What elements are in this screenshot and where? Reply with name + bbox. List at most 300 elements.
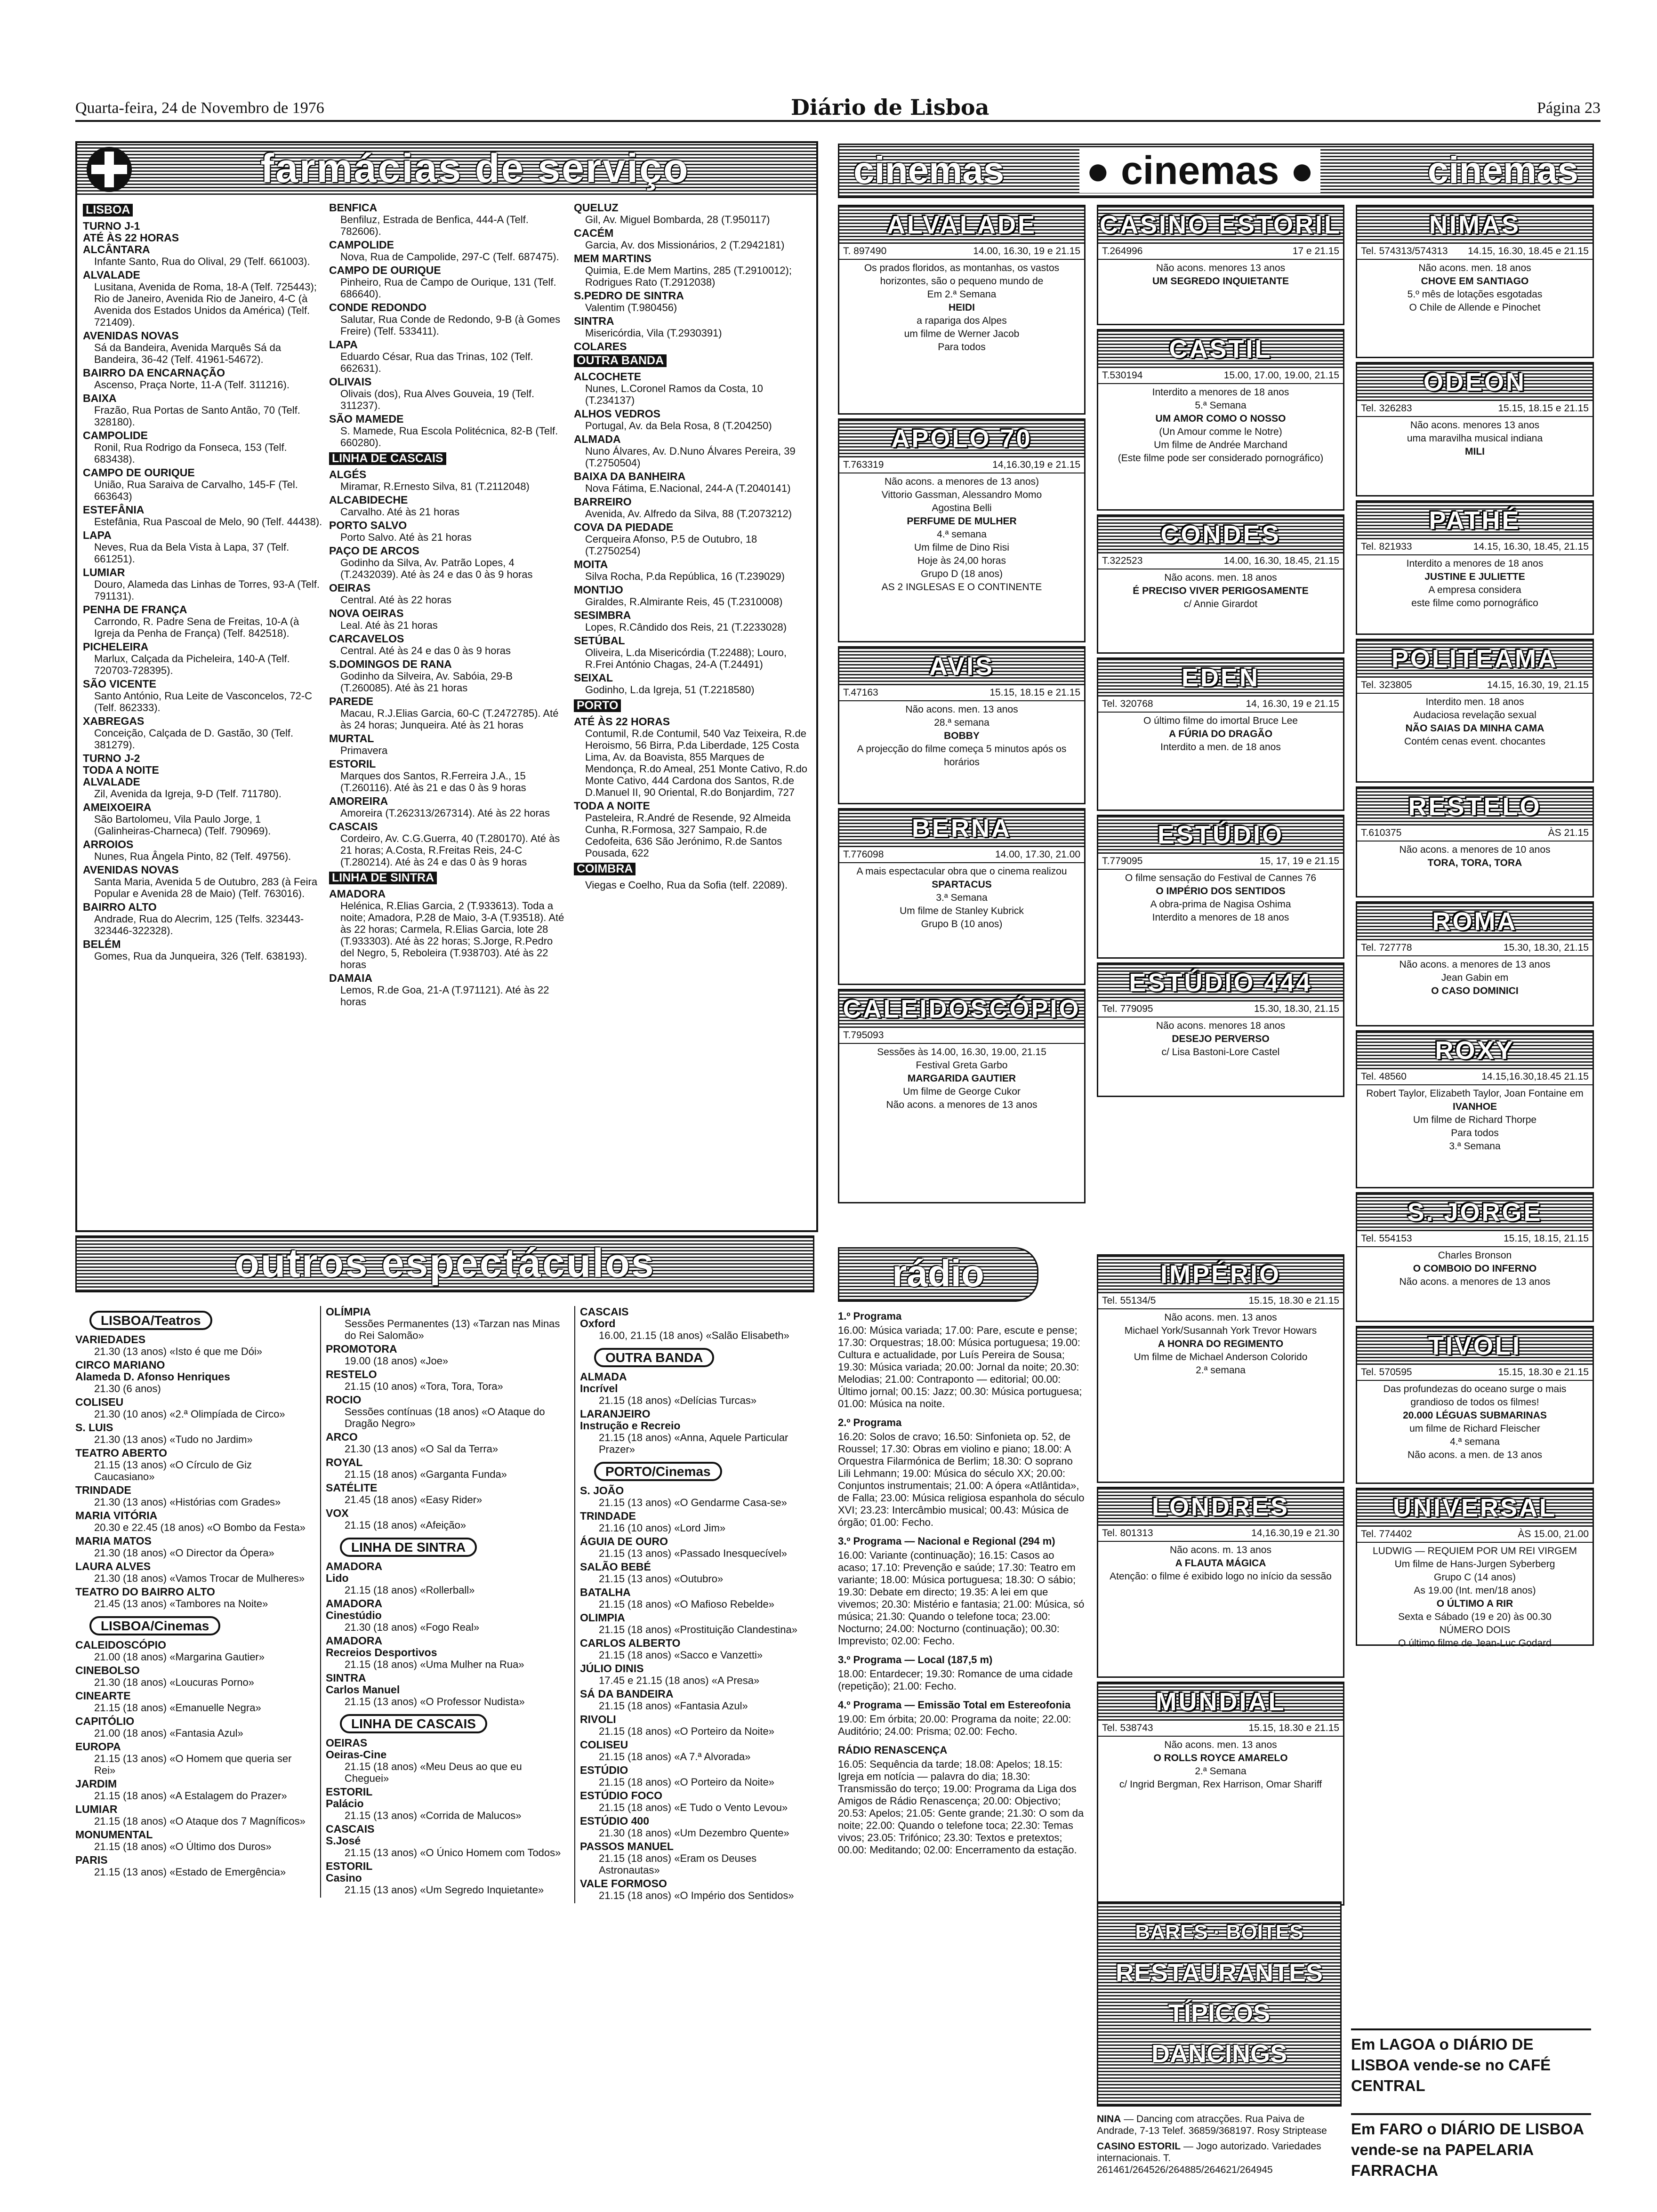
farmacias-title: farmácias de serviço <box>260 146 690 191</box>
bares-line-3: TÍPICOS <box>1168 1999 1271 2028</box>
category-heading: LISBOA/Teatros <box>89 1311 212 1330</box>
cinema-phone: T.779095 <box>1102 856 1143 866</box>
cinema-phone-row <box>1357 825 1593 842</box>
location-heading: MOITA <box>574 558 608 570</box>
show-listing: 21.15 (18 anos) «Eram os Deuses Astronautas» <box>599 1852 757 1876</box>
location-heading: ALCÂNTARA <box>83 243 150 256</box>
venue-name: COLISEU <box>580 1739 628 1751</box>
cinema-note: Não acons. m. 13 anos <box>1170 1545 1271 1555</box>
cinema-note: 4.ª semana <box>1450 1436 1500 1447</box>
show-listing: 21.15 (18 anos) «Meu Deus ao que eu Cheguei» <box>345 1761 522 1784</box>
cinema-phone-row <box>1098 697 1343 713</box>
film-title: O ROLLS ROYCE AMARELO <box>1153 1753 1288 1763</box>
cinema-name: ESTÚDIO <box>1098 816 1343 854</box>
location-heading: ATÉ ÀS 22 HORAS <box>574 715 670 728</box>
location-heading: DAMAIA <box>329 972 372 984</box>
newspaper-title: Diário de Lisboa <box>791 95 989 120</box>
venue-name: ROCIO <box>326 1394 362 1406</box>
cinema-name: CALEIDOSCÓPIO <box>839 990 1084 1028</box>
cinema-note: O último filme do imortal Bruce Lee <box>1143 715 1298 726</box>
venue-name: VALE FORMOSO <box>580 1877 667 1890</box>
list-item: Benfiluz, Estrada de Benfica, 444-A (Telf. 782606). <box>340 214 529 237</box>
location-heading: ALVALADE <box>83 269 140 281</box>
radio-title: rádio <box>892 1252 984 1294</box>
list-item: Avenida, Av. Alfredo da Silva, 88 (T.2073212) <box>585 508 792 520</box>
radio-program-schedule: 16.20: Solos de cravo; 16.50: Sinfonieta op. 52, de Roussel; 17.30: Obras em violino e piano; 18.00: A Orquestra Filarmónica de Berlim; 18.30: O soprano Lili Lehmann; 19.00: Música do século XX; 20.00: Conjuntos instrumentais; 21.00: A ópera «Atlântida», de Falla; 23.00: Música religiosa espanhola do século XVI; 23.23: Intercâmbio musical; 00.43: Música de órgão; 01.00: Fecho. <box>838 1431 1085 1528</box>
notice-lagoa: Em LAGOA o DIÁRIO DE LISBOA vende-se no CAFÉ CENTRAL <box>1351 2028 1591 2096</box>
venue-name: Alameda D. Afonso Henriques <box>75 1370 230 1383</box>
cinema-note: LUDWIG — REQUIEM POR UM REI VIRGEM <box>1372 1546 1577 1556</box>
cinema-details <box>1098 870 1343 926</box>
venue-name: Casino <box>326 1872 362 1884</box>
venue-name: BATALHA <box>580 1586 631 1598</box>
farmacias-column-3 <box>574 202 809 893</box>
location-heading: PICHELEIRA <box>83 641 149 653</box>
cinema-details <box>1098 1737 1343 1793</box>
show-listing: 21.30 (18 anos) «Um Dezembro Quente» <box>599 1827 789 1839</box>
cinema-details <box>1098 384 1343 467</box>
bares-line-1: BARES · BOITES <box>1135 1921 1303 1944</box>
cinema-listing <box>1356 500 1594 635</box>
venue-name: LAURA ALVES <box>75 1560 151 1572</box>
cinema-listing <box>1356 901 1594 1026</box>
list-item: Primavera <box>340 745 388 756</box>
venue-name: CALEIDOSCÓPIO <box>75 1639 166 1651</box>
cinema-note: Festival Greta Garbo <box>916 1060 1008 1071</box>
list-item: Santa Maria, Avenida 5 de Outubro, 283 (à Feira Popular e Avenida 28 de Maio) (Telf. 763016). <box>94 876 318 899</box>
cinema-listing <box>1356 1326 1594 1484</box>
list-item: Andrade, Rua do Alecrim, 125 (Telfs. 323443-323446-322328). <box>94 913 304 937</box>
category-heading: LINHA DE CASCAIS <box>340 1714 487 1733</box>
cinema-listing <box>838 989 1086 1203</box>
cinema-times: ÀS 21.15 <box>1548 827 1589 838</box>
cinema-phone-row <box>1357 1069 1593 1085</box>
cinema-phone: Tel. 779095 <box>1102 1003 1153 1014</box>
cinema-phone: T.763319 <box>843 459 884 470</box>
show-listing: 21.30 (13 anos) «Histórias com Grades» <box>94 1496 281 1508</box>
list-item: Lopes, R.Cândido dos Reis, 21 (T.2233028) <box>585 621 787 633</box>
cinema-phone: T.47163 <box>843 687 878 698</box>
outros-column-1 <box>75 1306 311 1880</box>
venue-name: EUROPA <box>75 1740 121 1753</box>
cinema-note: Das profundezas do oceano surge o mais grandioso de todos os filmes! <box>1383 1384 1567 1408</box>
location-heading: TODA A NOITE <box>574 800 650 812</box>
location-heading: MONTIJO <box>574 584 623 596</box>
cinema-note: a rapariga dos Alpes <box>917 315 1007 326</box>
film-title: NÃO SAIAS DA MINHA CAMA <box>1405 723 1544 734</box>
cinema-details <box>839 701 1084 771</box>
cinema-listing <box>1356 639 1594 783</box>
cinema-times: 15.15, 18.30 e 21.15 <box>1498 1367 1589 1378</box>
bares-line-2: RESTAURANTES <box>1115 1959 1323 1987</box>
location-heading: OEIRAS <box>329 582 371 594</box>
bares-section <box>1097 1901 1342 2193</box>
cinema-name: APOLO 70 <box>839 420 1084 457</box>
show-listing: 21.15 (18 anos) «Rollerball» <box>345 1584 475 1596</box>
list-item: Lusitana, Avenida de Roma, 18-A (Telf. 725443); Rio de Janeiro, Avenida Rio de Janeiro, 4-C (à Avenida dos Estados Unidos da América) (Telf. 721409). <box>94 281 317 328</box>
cinema-listing <box>1097 1254 1344 1483</box>
venue-name: ESTORIL <box>326 1786 373 1798</box>
list-item: Portugal, Av. da Bela Rosa, 8 (T.204250) <box>585 420 772 432</box>
list-item: Oliveira, L.da Misericórdia (T.22488); Louro, R.Frei António Chagas, 24-A (T.24491) <box>585 647 787 670</box>
farmacias-banner <box>77 143 816 195</box>
cinema-listing <box>838 418 1086 642</box>
cinema-name: PATHÉ <box>1357 502 1593 539</box>
venue-name: RIVOLI <box>580 1713 616 1725</box>
list-item: Pinheiro, Rua de Campo de Ourique, 131 (Telf. 686640). <box>340 276 556 300</box>
outros-column-2 <box>320 1306 561 1898</box>
section-heading-wrap <box>574 697 809 714</box>
show-listing: 21.15 (18 anos) «O Porteiro da Noite» <box>599 1776 775 1788</box>
film-title: O CASO DOMINICI <box>1431 986 1519 996</box>
location-heading: AVENIDAS NOVAS <box>83 864 179 876</box>
film-title: O COMBOIO DO INFERNO <box>1413 1263 1537 1274</box>
location-heading: PAÇO DE ARCOS <box>329 545 419 557</box>
cinema-listing <box>1097 514 1344 654</box>
show-listing: 21.30 (13 anos) «Tudo no Jardim» <box>94 1434 253 1445</box>
cinema-note: 5.º mês de lotações esgotadas <box>1407 289 1543 300</box>
cinema-note: uma maravilha musical indiana <box>1407 433 1543 444</box>
list-item: Miramar, R.Ernesto Silva, 81 (T.2112048) <box>340 481 530 492</box>
cinema-phone: T.795093 <box>843 1030 884 1041</box>
cinema-phone-row <box>1357 678 1593 694</box>
cinema-listing <box>1356 1192 1594 1322</box>
cinema-times: 14,16.30,19 e 21.30 <box>1251 1528 1339 1539</box>
location-heading: CONDE REDONDO <box>329 301 427 313</box>
cinema-note: Não acons. menores 18 anos <box>1156 1020 1286 1031</box>
cinema-name: MUNDIAL <box>1098 1683 1343 1721</box>
show-listing: 21.15 (18 anos) «Emanuelle Negra» <box>94 1702 261 1714</box>
list-item: Salutar, Rua Conde de Redondo, 9-B (à Gomes Freire) (Telf. 533411). <box>340 313 561 337</box>
notice-faro: Em FARO o DIÁRIO DE LISBOA vende-se na PAPELARIA FARRACHA <box>1351 2113 1591 2181</box>
cinema-name: POLITEAMA <box>1357 640 1593 678</box>
cinema-phone: T.530194 <box>1102 370 1143 381</box>
cinema-note: 3.ª Semana <box>936 892 988 903</box>
farmacias-column-2 <box>329 202 564 1010</box>
cinema-note: A mais espectacular obra que o cinema realizou <box>856 866 1067 877</box>
radio-program-schedule: 16.05: Sequência da tarde; 18.08: Apelos; 18.15: Igreja em notícia — palavra do dia; 18.30: Transmissão do terço; 19.00: Programa da Liga dos Amigos de Rádio Renascença; 20.00: Objectivo; 20.53: Apelos; 21.05: Gente grande; 21.30: O som da noite; 22.00: Quando o telefone toca; 22.30: Temas vivos; 23.05: Trifónico; 23.30: Textos e pretextos; 00.00: Meditando; 02.00: Encerramento da estação. <box>838 1758 1084 1856</box>
location-heading: S.DOMINGOS DE RANA <box>329 658 452 670</box>
show-listing: 21.15 (13 anos) «O Gendarme Casa-se» <box>599 1497 787 1508</box>
venue-name: S. JOÃO <box>580 1484 624 1497</box>
venue-name: RESTELO <box>326 1368 377 1380</box>
cinema-listing <box>1097 329 1344 511</box>
location-heading: CAMPOLIDE <box>329 239 394 251</box>
cinema-times: 14.00, 16.30, 19 e 21.15 <box>973 246 1080 256</box>
venue-name: JÚLIO DINIS <box>580 1662 644 1675</box>
cinema-note: Não acons. men. 18 anos <box>1164 572 1277 583</box>
cinema-phone-row <box>1098 553 1343 569</box>
farmacias-column-1 <box>83 202 323 964</box>
cinema-note: Charles Bronson <box>1438 1250 1512 1261</box>
list-item: Carrondo, R. Padre Sena de Freitas, 10-A (à Igreja da Penha de França) (Telf. 842518). <box>94 616 299 639</box>
venue-name: S.José <box>326 1835 361 1847</box>
cinema-note: NÚMERO DOIS <box>1439 1625 1511 1635</box>
cinema-note: Para todos <box>938 342 986 353</box>
cinema-listing <box>1097 1487 1344 1678</box>
show-listing: 21.15 (13 anos) «Estado de Emergência» <box>94 1866 286 1878</box>
cinema-phone-row <box>1357 1231 1593 1247</box>
cinema-details <box>839 863 1084 933</box>
cinema-phone: Tel. 570595 <box>1361 1367 1412 1378</box>
cinema-note: Jean Gabin em <box>1441 972 1509 983</box>
list-item: Gomes, Rua da Junqueira, 326 (Telf. 638193). <box>94 950 307 962</box>
cinema-phone: Tel. 538743 <box>1102 1723 1153 1733</box>
cinema-note: Grupo B (10 anos) <box>921 919 1003 930</box>
cinema-details <box>1098 713 1343 756</box>
radio-program-schedule: 16.00: Música variada; 17.00: Pare, escute e pense; 17.30: Orquestras; 18.00: Música portuguesa; 19.00: Cultura e actualidade, por Luís Pereira de Sousa; 19.30: Música variada; 20.00: Jornal da noite; 20.30: Melodias; 21.00: Contraponto — editorial; 00.00: Último jornal; 00.15: Jazz; 00.30: Música portuguesa; 01.00: Música na noite. <box>838 1324 1082 1410</box>
show-listing: 21.15 (13 anos) «Corrida de Malucos» <box>345 1810 522 1821</box>
cinema-note: Não acons. a menores de 13 anos) <box>884 476 1039 487</box>
cinema-note: Agostina Belli <box>932 503 992 513</box>
radio-listings <box>838 1304 1087 1858</box>
cinema-note: (Un Amour comme le Notre) <box>1159 426 1282 437</box>
show-listing: 21.30 (10 anos) «2.ª Olimpíada de Circo» <box>94 1408 285 1420</box>
location-heading: CASCAIS <box>329 820 378 833</box>
show-listing: 21.15 (18 anos) «Delícias Turcas» <box>599 1395 757 1406</box>
show-listing: 21.30 (18 anos) «Fogo Real» <box>345 1621 480 1633</box>
cinema-phone-row <box>1098 854 1343 870</box>
location-heading: OLIVAIS <box>329 376 372 388</box>
show-listing: 21.45 (18 anos) «Easy Rider» <box>345 1494 483 1506</box>
film-title: A FLAUTA MÁGICA <box>1175 1558 1266 1569</box>
cinema-note: A obra-prima de Nagisa Oshima <box>1150 899 1291 910</box>
show-listing: 21.15 (13 anos) «O Homem que queria ser Rei» <box>94 1753 292 1776</box>
cinema-name: ROXY <box>1357 1032 1593 1069</box>
list-item: Godinho, L.da Igreja, 51 (T.2218580) <box>585 684 755 696</box>
venue-name: SÁ DA BANDEIRA <box>580 1688 674 1700</box>
cinema-note: Para todos <box>1451 1128 1499 1138</box>
cinema-note: Atenção: o filme é exibido logo no início da sessão <box>1110 1571 1332 1582</box>
location-heading: ESTORIL <box>329 758 376 770</box>
list-item: Infante Santo, Rua do Olival, 29 (Telf. 661003). <box>94 256 310 267</box>
location-heading: AMADORA <box>329 888 386 900</box>
venue-name: JARDIM <box>75 1778 117 1790</box>
cinema-phone: T.264996 <box>1102 246 1143 256</box>
location-heading: ESTEFÂNIA <box>83 504 145 516</box>
location-heading: BAIXA <box>83 392 117 404</box>
venue-name: ESTORIL <box>326 1860 373 1872</box>
list-item: Gil, Av. Miguel Bombarda, 28 (T.950117) <box>585 214 770 225</box>
cinema-phone: Tel. 320768 <box>1102 698 1153 709</box>
category-heading: LISBOA/Cinemas <box>89 1616 220 1635</box>
bares-item: CASINO ESTORIL — Jogo autorizado. Variedades internacionais. T. 261461/264526/264885/264621/264945 <box>1097 2141 1321 2175</box>
show-listing: 17.45 e 21.15 (18 anos) «A Presa» <box>599 1675 760 1686</box>
cinema-note: AS 2 INGLESAS E O CONTINENTE <box>881 582 1042 593</box>
location-heading: SÃO MAMEDE <box>329 413 404 425</box>
radio-program-heading: 1.º Programa <box>838 1310 902 1322</box>
cinema-note: c/ Annie Girardot <box>1183 599 1258 609</box>
list-item: Helénica, R.Elias Garcia, 2 (T.933613). Toda a noite; Amadora, P.28 de Maio, 3-A (T.93518). Até às 22 horas; Carmela, R.Elias Garcia, lote 28 (T.933303). Até às 22 horas; S.Jorge, R.Pedro del Negro, 5, Reboleira (T.938703). Até às 22 horas <box>340 900 564 970</box>
film-title: MARGARIDA GAUTIER <box>907 1073 1016 1084</box>
venue-name: CASCAIS <box>580 1306 629 1318</box>
cinema-note: c/ Lisa Bastoni-Lore Castel <box>1161 1047 1280 1058</box>
cinema-note: Um filme de George Cukor <box>903 1086 1021 1097</box>
radio-program-schedule: 16.00: Variante (continuação); 16.15: Casos ao acaso; 17.10: Prevenção e saúde; 17.30: Teatro em variante; 18.00: Música portuguesa; 18.30: O sábio; 19.30: Debate em directo; 19.35: A lei em que vivemos; 20.30: Mistério e fantasia; 21.00: Música, só música; 21.30: Quando o telefone toca; 23.00: Nocturno; 24.00: Nocturno (continuação); 00.30: Imprevisto; 02.00: Fecho. <box>838 1549 1085 1647</box>
venue-name: Oxford <box>580 1317 616 1330</box>
radio-banner <box>838 1247 1038 1302</box>
cinema-note: Contém cenas event. chocantes <box>1404 736 1545 747</box>
cinema-times: 17 e 21.15 <box>1292 246 1339 256</box>
cinema-listing <box>1097 962 1344 1097</box>
cinema-note: Não acons. a menores de 13 anos <box>886 1099 1038 1110</box>
venue-name: Cinestúdio <box>326 1609 382 1621</box>
cinemas-title-center: ● cinemas ● <box>1079 148 1320 193</box>
cinema-phone: T.322523 <box>1102 555 1143 566</box>
venue-name: SALÃO BEBÉ <box>580 1561 651 1573</box>
list-item: Leal. Até às 21 horas <box>340 619 438 631</box>
venue-name: ALMADA <box>580 1370 627 1383</box>
venue-name: SATÉLITE <box>326 1482 378 1494</box>
section-heading-wrap <box>329 870 564 886</box>
venue-name: PARIS <box>75 1854 108 1866</box>
cinema-times: 15.15, 18.30 e 21.15 <box>1248 1723 1339 1733</box>
venue-name: CAPITÓLIO <box>75 1715 135 1727</box>
cinema-note: Não acons. men. 13 anos <box>1164 1739 1277 1750</box>
cinema-phone: Tel. 774402 <box>1361 1529 1412 1539</box>
radio-program-heading: 2.º Programa <box>838 1417 902 1428</box>
list-item: Sá da Bandeira, Avenida Marquês Sá da Bandeira, 36-42 (Telf. 41961-54672). <box>94 342 282 365</box>
radio-program-heading: RÁDIO RENASCENÇA <box>838 1744 948 1756</box>
cinema-note: Não acons. men. 13 anos <box>905 704 1018 715</box>
cinema-note: Em 2.ª Semana <box>927 289 997 300</box>
venue-name: LARANJEIRO <box>580 1408 651 1420</box>
category-heading: OUTRA BANDA <box>594 1348 714 1367</box>
location-heading: BAIXA DA BANHEIRA <box>574 470 686 482</box>
cinema-details <box>1357 1247 1593 1290</box>
cinema-phone: Tel. 821933 <box>1361 541 1412 552</box>
cinema-listing <box>1356 1030 1594 1188</box>
venue-name: CINEARTE <box>75 1690 131 1702</box>
location-heading: AMEIXOEIRA <box>83 801 152 813</box>
cinema-note: (Este filme pode ser considerado pornográfico) <box>1118 453 1324 464</box>
show-listing: Sessões contínuas (18 anos) «O Ataque do Dragão Negro» <box>345 1406 545 1429</box>
cinema-name: UNIVERSAL <box>1357 1489 1593 1527</box>
location-heading: SESIMBRA <box>574 609 631 621</box>
cinema-listing <box>1097 1682 1344 1906</box>
show-listing: 20.30 e 22.45 (18 anos) «O Bombo da Festa» <box>94 1522 306 1533</box>
film-title: DESEJO PERVERSO <box>1172 1034 1270 1044</box>
show-listing: 19.00 (18 anos) «Joe» <box>345 1355 449 1367</box>
list-item: Estefânia, Rua Pascoal de Melo, 90 (Telf. 44438). <box>94 516 322 528</box>
location-heading: ATÉ ÀS 22 HORAS <box>83 232 179 244</box>
show-listing: 21.15 (18 anos) «A 7.ª Alvorada» <box>599 1751 751 1763</box>
film-title: CHOVE EM SANTIAGO <box>1421 276 1529 287</box>
location-heading: AVENIDAS NOVAS <box>83 329 179 342</box>
category-heading-wrap <box>326 1709 561 1737</box>
list-item: Santo António, Rua Leite de Vasconcelos, 72-C (Telf. 862333). <box>94 690 313 713</box>
film-title: UM SEGREDO INQUIETANTE <box>1152 276 1289 287</box>
location-heading: CARCAVELOS <box>329 633 404 645</box>
cinema-phone: Tel. 326283 <box>1361 403 1412 414</box>
venue-name: Lido <box>326 1572 349 1584</box>
cinema-note: Um filme de Stanley Kubrick <box>900 906 1024 916</box>
list-item: Amoreira (T.262313/267314). Até às 22 horas <box>340 807 550 819</box>
cinema-listing <box>1356 205 1594 358</box>
masthead-date: Quarta-feira, 24 de Novembro de 1976 <box>75 99 324 117</box>
cinema-note: Um filme de Michael Anderson Colorido <box>1134 1352 1308 1362</box>
cinema-details <box>1357 417 1593 460</box>
show-listing: 21.30 (18 anos) «Loucuras Porno» <box>94 1676 255 1688</box>
cinema-note: Interdito men. 18 anos <box>1425 697 1524 707</box>
venue-name: TEATRO DO BAIRRO ALTO <box>75 1586 215 1598</box>
venue-name: OEIRAS <box>326 1737 368 1749</box>
cinema-note: Grupo C (14 anos) <box>1434 1572 1516 1583</box>
cinema-times: 15.00, 17.00, 19.00, 21.15 <box>1223 370 1339 381</box>
location-heading: ALCABIDECHE <box>329 494 408 506</box>
cinema-note: Robert Taylor, Elizabeth Taylor, Joan Fontaine em <box>1366 1088 1584 1099</box>
venue-name: CIRCO MARIANO <box>75 1359 165 1371</box>
bares-item: NINA — Dancing com atracções. Rua Paiva de Andrade, 7-13 Telef. 36859/368197. Rosy Striptease <box>1097 2114 1327 2136</box>
list-item: Valentim (T.980456) <box>585 302 677 313</box>
cinema-note: um filme de Richard Fleischer <box>1409 1423 1540 1434</box>
radio-section <box>838 1247 1092 1958</box>
show-listing: 21.15 (13 anos) «O Único Homem com Todos» <box>345 1847 561 1859</box>
cinema-times: 14, 16.30, 19 e 21.15 <box>1246 698 1339 709</box>
location-heading: ALGÉS <box>329 468 367 481</box>
show-listing: 21.16 (10 anos) «Lord Jim» <box>599 1522 726 1534</box>
venue-name: Incrível <box>580 1382 618 1395</box>
cinema-phone-row <box>839 1028 1084 1044</box>
cinema-times: 14.00, 17.30, 21.00 <box>995 849 1080 860</box>
cinema-note: Os prados floridos, as montanhas, os vastos horizontes, são o pequeno mundo de <box>864 263 1060 287</box>
location-heading: ALCOCHETE <box>574 370 642 383</box>
section-heading: LINHA DE CASCAIS <box>329 452 446 465</box>
location-heading: AMOREIRA <box>329 795 388 807</box>
outros-banner <box>75 1235 814 1292</box>
cinema-times: 15.30, 18.30, 21.15 <box>1254 1003 1339 1014</box>
cinema-note: Um filme de Richard Thorpe <box>1413 1114 1537 1125</box>
bares-line-4: DANCINGS <box>1151 2040 1287 2068</box>
film-title: É PRECISO VIVER PERIGOSAMENTE <box>1133 585 1309 596</box>
category-heading-wrap <box>75 1611 311 1639</box>
location-heading: TODA A NOITE <box>83 764 159 776</box>
pharmacy-cross-icon <box>87 147 132 192</box>
list-item: Contumil, R.de Contumil, 540 Vaz Teixeira, R.de Heroismo, 56 Birra, P.da Liberdade, 125 Costa Lima, Av. da Boavista, 855 Marques de Mendonça, R.do Ameal, 251 Monte Cativo, R.do Monte Cativo, 444 Cardona dos Santos, R.de D.Manuel II, 90 Oriental, R.do Bonjardim, 727 <box>585 728 808 798</box>
cinema-details <box>839 260 1084 356</box>
list-item: Nova Fátima, E.Nacional, 244-A (T.2040141) <box>585 482 791 494</box>
film-title: 20.000 LÉGUAS SUBMARINAS <box>1403 1410 1547 1421</box>
show-listing: 21.15 (18 anos) «O Mafioso Rebelde» <box>599 1598 775 1610</box>
venue-name: ESTÚDIO <box>580 1764 628 1776</box>
cinema-phone-row <box>1098 244 1343 260</box>
cinema-name: S. JORGE <box>1357 1194 1593 1231</box>
venue-name: TRINDADE <box>580 1510 636 1522</box>
venue-name: VOX <box>326 1507 349 1519</box>
cinema-note: Interdito a menores de 18 anos <box>1406 558 1544 569</box>
cinema-name: RESTELO <box>1357 788 1593 825</box>
page-number: Página 23 <box>1536 99 1601 117</box>
cinema-note: Audaciosa revelação sexual <box>1413 710 1536 721</box>
list-item: Godinho da Silva, Av. Patrão Lopes, 4 (T.2432039). Até às 24 e das 0 às 9 horas <box>340 557 533 580</box>
show-listing: 21.15 (18 anos) «O Ataque dos 7 Magníficos» <box>94 1815 306 1827</box>
venue-name: Instrução e Recreio <box>580 1419 681 1432</box>
venue-name: TEATRO ABERTO <box>75 1447 168 1459</box>
show-listing: 21.00 (18 anos) «Fantasia Azul» <box>94 1727 243 1739</box>
cinema-phone-row <box>1098 368 1343 384</box>
cinema-listing <box>1356 1488 1594 1649</box>
cinema-phone-row <box>839 244 1084 260</box>
cinema-note: A projecção do filme começa 5 minutos após os horários <box>857 744 1067 768</box>
cinema-note: Interdito a menores de 18 anos <box>1152 912 1289 923</box>
cinema-name: TIVOLI <box>1357 1327 1593 1365</box>
film-title: JUSTINE E JULIETTE <box>1424 571 1525 582</box>
list-item: Giraldes, R.Almirante Reis, 45 (T.2310008) <box>585 596 783 608</box>
cinema-note: A empresa considera <box>1428 585 1521 595</box>
cinema-note: Hoje às 24,00 horas <box>917 555 1006 566</box>
category-heading-wrap <box>75 1306 311 1334</box>
section-heading-wrap <box>574 353 809 369</box>
